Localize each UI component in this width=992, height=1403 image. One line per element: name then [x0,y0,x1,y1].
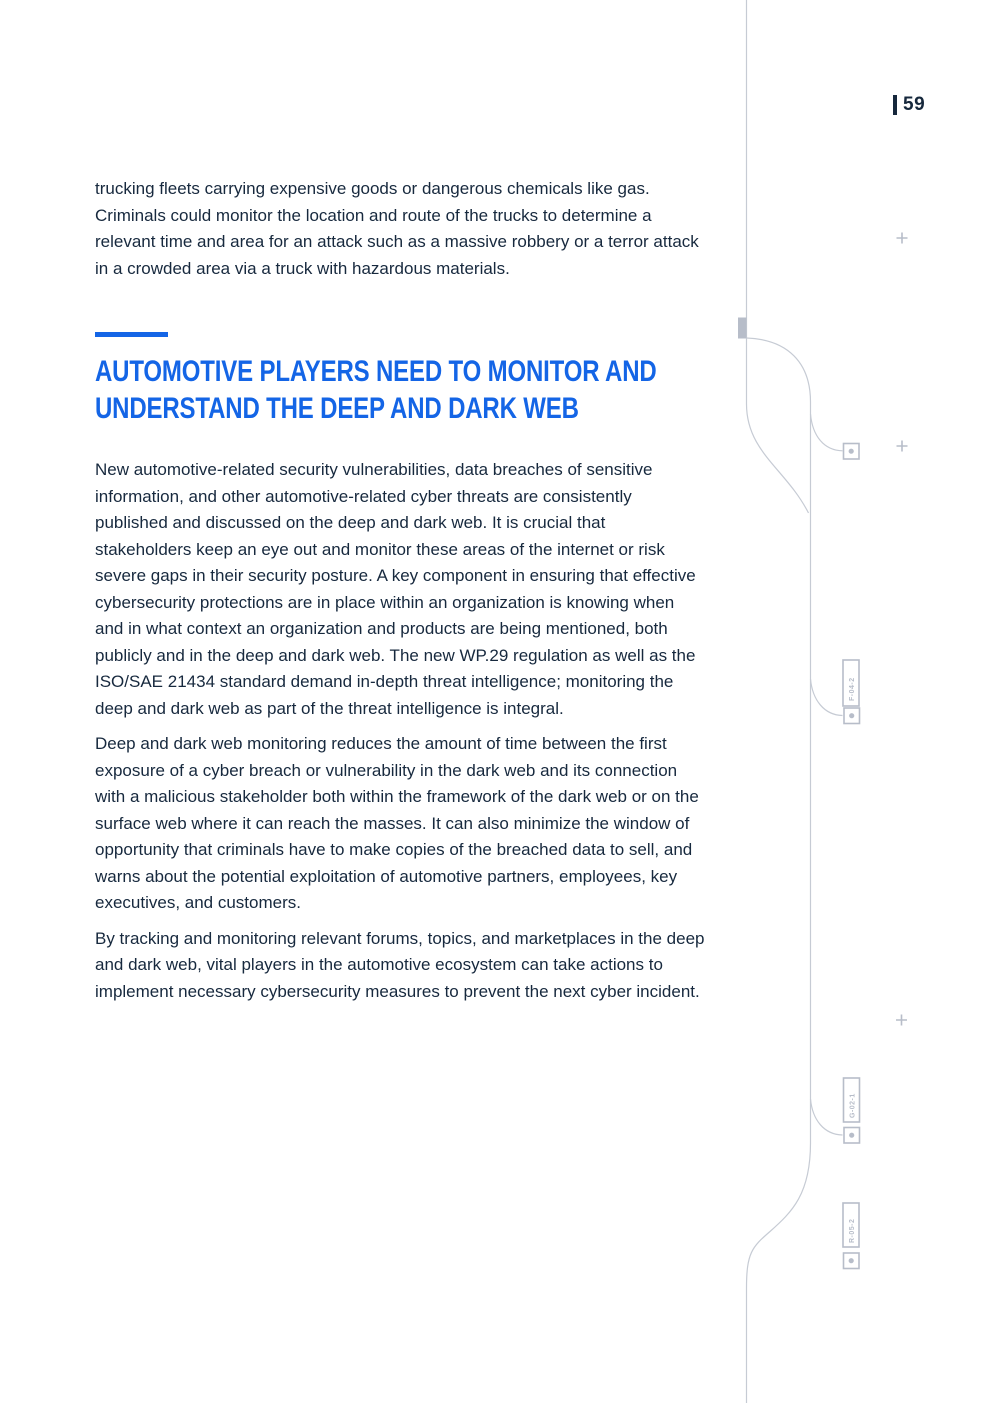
rule-thumb [738,318,747,339]
content-column [95,0,705,1005]
page-number-value: 59 [903,94,926,115]
node-marker-icon [844,1128,860,1144]
component-label [843,1203,859,1247]
page-number [893,94,925,116]
node-marker-icon [844,708,860,724]
section-heading [95,353,705,427]
margin-rule-bottom [747,1143,811,1403]
component-label-text: R-05-2 [849,1218,856,1243]
intro-paragraph: trucking fleets carrying expensive goods or dangerous chemicals like gas. Criminals could monitor the location and route of the trucks to determine a relevant time and area for an attack such as a massive robbery or a terror attack in a crowded area via a truck with hazardous materials. [95,179,699,278]
component-label-text: F-04-2 [849,677,856,701]
component-label [844,1078,860,1122]
body-paragraph: New automotive-related security vulnerabilities, data breaches of sensitive information, and other automotive-related cyber threats are consistently published and discussed on the deep and dark web. It is crucial that stakeholders keep an eye out and monitor these areas of the internet or risk severe gaps in their security posture. A key component in ensuring that effective cybersecurity protections are in place within an organization is knowing when and in what context an organization and products are being mentioned, both publicly and in the deep and dark web. The new WP.29 regulation as well as the ISO/SAE 21434 standard demand in-depth threat intelligence; monitoring the deep and dark web as part of the threat intelligence is integral. [95,460,696,718]
connector-curve-main [747,338,811,1143]
plus-icon [897,233,908,244]
body-paragraph: By tracking and monitoring relevant forums, topics, and marketplaces in the deep and dark web, vital players in the automotive ecosystem can take actions to implement necessary cybersecurity measures to prevent the next cyber incident. [95,928,705,1001]
section-heading-line2: UNDERSTAND THE DEEP AND DARK WEB [95,392,579,425]
section-accent-rule [95,332,168,337]
component-label-text: G-02-1 [849,1093,857,1118]
node-marker-icon [844,1253,860,1269]
branch-curve-1 [811,414,843,451]
plus-icon [896,1015,907,1026]
section-heading-line1: AUTOMOTIVE PLAYERS NEED TO MONITOR AND [95,355,657,388]
node-marker-icon [844,444,860,460]
connector-curve-secondary [747,338,809,513]
page-number-bar [893,95,897,115]
branch-curve-3 [811,1099,843,1135]
component-label [843,660,859,706]
plus-icon [897,441,908,452]
branch-curve-2 [811,679,843,716]
body-paragraph: Deep and dark web monitoring reduces the amount of time between the first exposure of a cyber breach or vulnerability in the dark web and its connection with a malicious stakeholder both within the framework of the dark web or on the surface web where it can reach the masses. It can also minimize the window of opportunity that criminals have to make copies of the breached data to sell, and warns about the potential exploitation of automotive partners, employees, key executives, and customers. [95,734,699,912]
